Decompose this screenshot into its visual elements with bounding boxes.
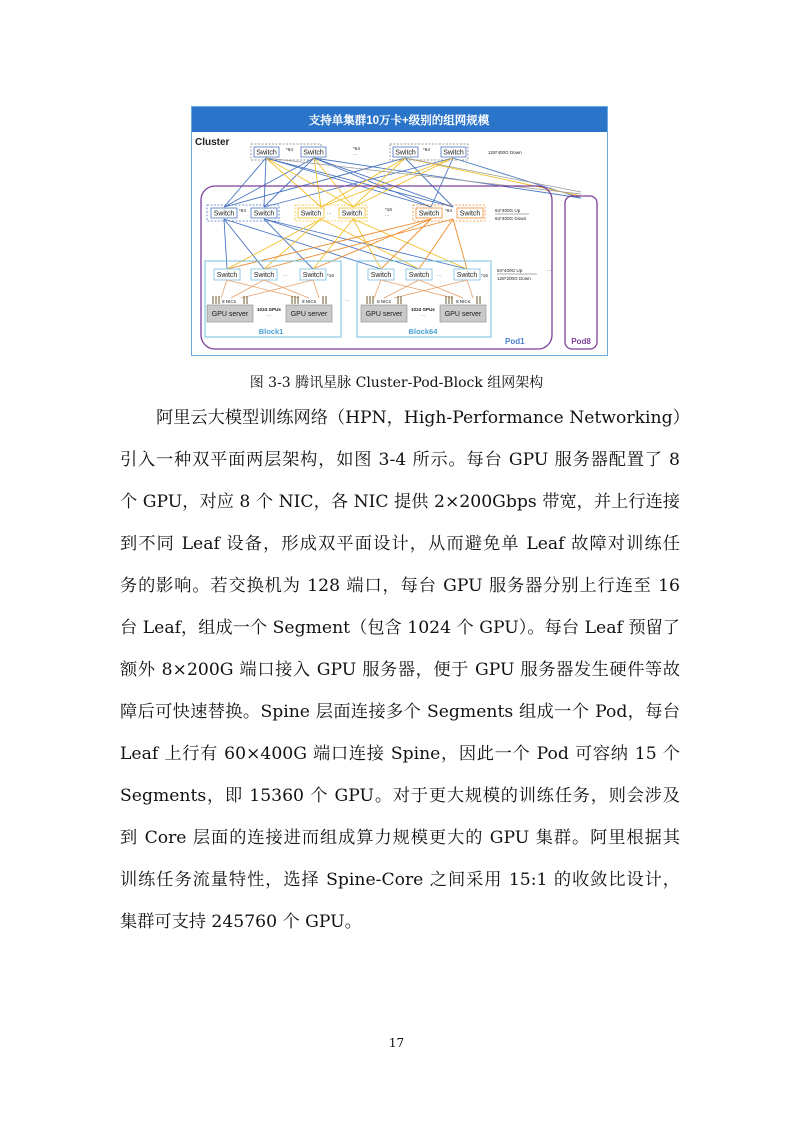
server-ellipsis: ··· xyxy=(266,313,272,318)
core-down-label: 128*400G Down xyxy=(488,150,522,155)
leaf-switch-label: Switch xyxy=(302,272,324,279)
leaf-switch-label: Switch xyxy=(253,272,275,279)
leaf-switch-label: Switch xyxy=(216,272,238,279)
paragraph-line: 台 Leaf，组成一个 Segment（包含 1024 个 GPU）。每台 Leaf 预留了 xyxy=(120,618,680,638)
page-number: 17 xyxy=(388,1036,405,1050)
leaf-switch-label: Switch xyxy=(456,272,478,279)
paragraph-line: 训练任务流量特性，选择 Spine-Core 之间采用 15:1 的收敛比设计， xyxy=(120,870,680,890)
nics-label: 8 NICs xyxy=(455,299,471,304)
architecture-diagram xyxy=(191,106,608,356)
nics-label: 8 NICs xyxy=(301,299,317,304)
network-architecture-figure xyxy=(191,106,608,356)
paragraph-line: 到不同 Leaf 设备，形成双平面设计，从而避免单 Leaf 故障对训练任 xyxy=(120,534,680,554)
figure-title: 支持单集群10万卡+级别的组网规模 xyxy=(308,115,490,127)
spine-switch-label: Switch xyxy=(213,210,235,218)
spine-up-label: 64*400G Up xyxy=(495,208,521,213)
server-ellipsis: ··· xyxy=(420,313,426,318)
spine-switch-label: Switch xyxy=(418,210,440,218)
spine-ellipsis: ··· xyxy=(327,211,332,216)
spine-count: *16 xyxy=(385,207,392,212)
leaf-ellipsis: ··· xyxy=(437,273,442,278)
gpus-label: 1024 GPUs xyxy=(410,307,436,312)
leaf-ellipsis: ··· xyxy=(283,273,288,278)
leaf-up-label: 64*400G Up xyxy=(497,268,523,273)
paragraph-line: Leaf 上行有 60×400G 端口连接 Spine，因此一个 Pod 可容纳 15 个 xyxy=(120,744,680,764)
core-ellipsis: ··· xyxy=(353,152,358,157)
leaf-switch-label: Switch xyxy=(370,272,392,279)
spine-switch-label: Switch xyxy=(300,210,322,218)
core-switch-label: Switch xyxy=(303,149,324,157)
spine-switch-label: Switch xyxy=(341,210,363,218)
figure-caption: 图 3-3 腾讯星脉 Cluster-Pod-Block 组网架构 xyxy=(249,375,544,391)
paragraph-line: 额外 8×200G 端口接入 GPU 服务器，便于 GPU 服务器发生硬件等故 xyxy=(120,660,680,680)
gpu-server-label: GPU server xyxy=(444,311,482,318)
spine-switch-label: Switch xyxy=(459,210,481,218)
gpu-server-label: GPU server xyxy=(290,311,328,318)
block64-label: Block64 xyxy=(408,327,438,336)
leaf-count: *16 xyxy=(481,273,488,278)
paragraph-line: 阿里云大模型训练网络（HPN，High-Performance Networking） xyxy=(156,408,690,428)
nics-label: 8 NICs xyxy=(376,299,392,304)
paragraph-line: 集群可支持 245760 个 GPU。 xyxy=(120,912,362,932)
leaf-down-label: 128*200G Down xyxy=(497,276,531,281)
spine-switch-label: Switch xyxy=(253,210,275,218)
spine-down-label: 64*400G Down xyxy=(495,216,527,221)
spine-count: *64 xyxy=(445,208,452,213)
core-switch-label: Switch xyxy=(395,149,416,157)
gpu-server-label: GPU server xyxy=(211,311,249,318)
pod-ellipsis: ··· xyxy=(547,268,552,273)
paragraph-line: Segments，即 15360 个 GPU。对于更大规模的训练任务，则会涉及 xyxy=(120,786,680,806)
paragraph-line: 引入一种双平面两层架构，如图 3-4 所示。每台 GPU 服务器配置了 8 xyxy=(120,450,680,470)
core-count: *64 xyxy=(423,147,430,152)
paragraph-line: 到 Core 层面的连接进而组成算力规模更大的 GPU 集群。阿里根据其 xyxy=(120,828,680,848)
body-paragraph xyxy=(120,402,690,948)
spine-ellipsis: ··· xyxy=(385,213,390,218)
block-ellipsis: ··· xyxy=(345,298,350,303)
leaf-layer-block1 xyxy=(214,269,334,280)
paragraph-line: 个 GPU，对应 8 个 NIC，各 NIC 提供 2×200Gbps 带宽，并上行连接 xyxy=(120,492,680,512)
core-count: *64 xyxy=(353,146,360,151)
leaf-count: *16 xyxy=(327,273,334,278)
block1-label: Block1 xyxy=(258,327,284,336)
leaf-switch-label: Switch xyxy=(408,272,430,279)
pod8-label: Pod8 xyxy=(571,337,591,346)
nics-label: 8 NICs xyxy=(221,299,237,304)
core-switch-label: Switch xyxy=(256,149,277,157)
leaf-layer-block64 xyxy=(368,269,488,280)
gpu-server-label: GPU server xyxy=(365,311,403,318)
pod1-label: Pod1 xyxy=(505,337,525,346)
gpus-label: 1024 GPUs xyxy=(256,307,282,312)
core-count: *64 xyxy=(286,147,293,152)
paragraph-line: 务的影响。若交换机为 128 端口，每台 GPU 服务器分别上行连至 16 xyxy=(120,576,680,596)
paragraph-line: 障后可快速替换。Spine 层面连接多个 Segments 组成一个 Pod，每台 xyxy=(120,702,680,722)
cluster-label: Cluster xyxy=(195,137,230,148)
core-switch-label: Switch xyxy=(443,149,464,157)
spine-count: *64 xyxy=(239,208,246,213)
